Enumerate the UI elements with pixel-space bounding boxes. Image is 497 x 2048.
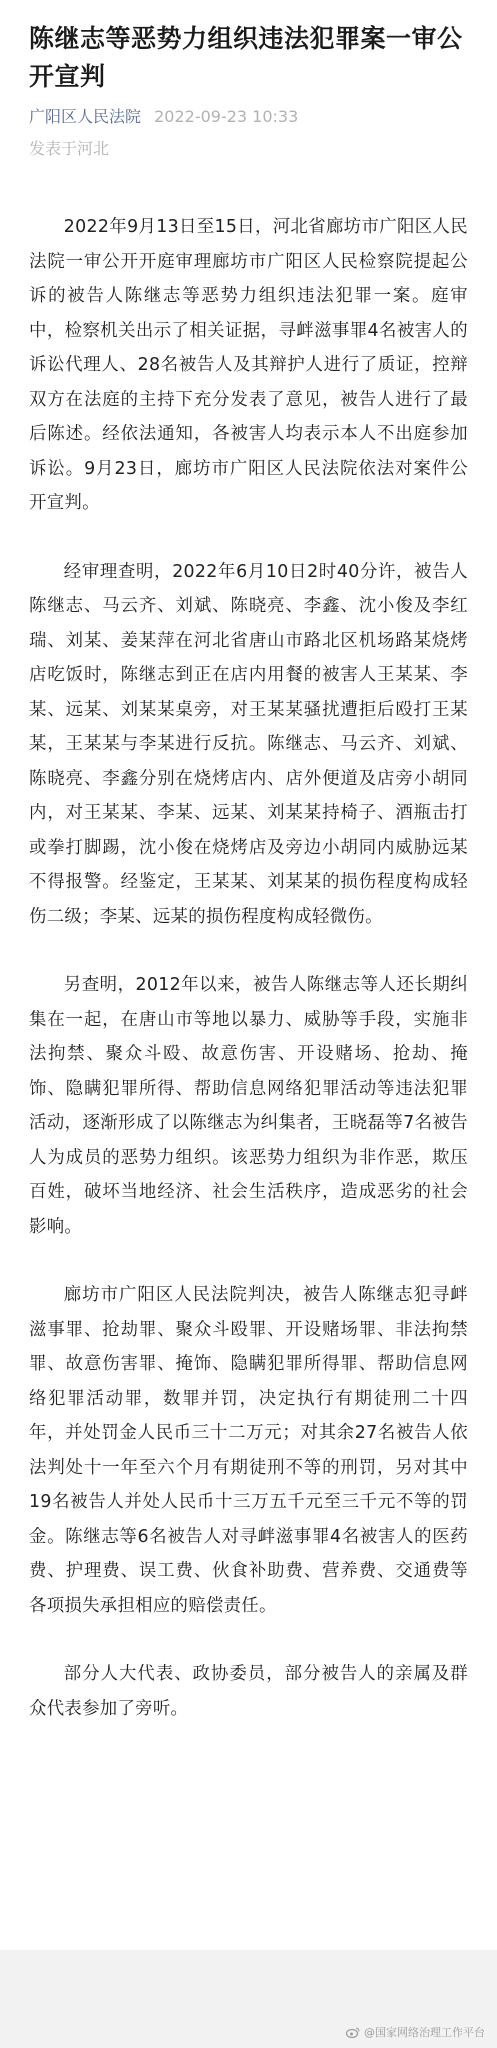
publish-time: 2022-09-23 10:33 [154,107,299,126]
paragraph: 廊坊市广阳区人民法院判决，被告人陈继志犯寻衅滋事罪、抢劫罪、聚众斗殴罪、开设赌场罪、非法拘禁罪、故意伤害罪、掩饰、隐瞒犯罪所得罪、帮助信息网络犯罪活动罪，数罪并罚，决定执行有期徒刑二十四年，并处罚金人民币三十二万元；对其余27名被告人依法判处十一年至六个月有期徒刑不等的刑罚，另对其中19名被告人并处人民币十三万五千元至三千元不等的罚金。陈继志等6名被告人对寻衅滋事罪4名被害人的医药费、护理费、误工费、伙食补助费、营养费、交通费等各项损失承担相应的赔偿责任。 [29,1285,468,1616]
paragraph: 2022年9月13日至15日，河北省廊坊市广阳区人民法院一审公开开庭审理廊坊市广阳区人民检察院提起公诉的被告人陈继志等恶势力组织违法犯罪一案。庭审中，检察机关出示了相关证据，寻衅滋事罪4名被害人的诉讼代理人、28名被告人及其辩护人进行了质证，控辩双方在法庭的主持下充分发表了意见，被告人进行了最后陈述。经依法通知，各被害人均表示本人不出庭参加诉讼。9月23日，廊坊市广阳区人民法院依法对案件公开宣判。 [29,217,468,513]
watermark [346,2024,485,2040]
paragraph: 另查明，2012年以来，被告人陈继志等人还长期纠集在一起，在唐山市等地以暴力、威胁等手段，实施非法拘禁、聚众斗殴、故意伤害、开设赌场、抢劫、掩饰、隐瞒犯罪所得、帮助信息网络犯罪活动等违法犯罪活动，逐渐形成了以陈继志为纠集者，王晓磊等7名被告人为成员的恶势力组织。该恶势力组织为非作恶，欺压百姓，破坏当地经济、社会生活秩序，造成恶劣的社会影响。 [29,975,468,1237]
watermark-text: @国家网络治理工作平台 [364,2026,485,2039]
weibo-icon [346,2027,360,2038]
article-title: 陈继志等恶势力组织违法犯罪案一审公开宣判 [29,24,463,91]
paragraph: 经审理查明，2022年6月10日2时40分许，被告人陈继志、马云齐、刘斌、陈晓亮、李鑫、沈小俊及李红瑞、刘某、姜某萍在河北省唐山市路北区机场路某烧烤店吃饭时，陈继志到正在店内用餐的被害人王某某、李某、远某、刘某某桌旁，对王某某骚扰遭拒后殴打王某某，王某某与李某进行反抗。陈继志、马云齐、刘斌、陈晓亮、李鑫分别在烧烤店内、店外便道及店旁小胡同内，对王某某、李某、远某、刘某某持椅子、酒瓶击打或拳打脚踢，沈小俊在烧烤店及旁边小胡同内威胁远某不得报警。经鉴定，王某某、刘某某的损伤程度构成轻伤二级；李某、远某的损伤程度构成轻微伤。 [29,561,468,927]
footer-bar [0,1950,497,2048]
article-meta [29,104,468,162]
author-link[interactable]: 广阳区人民法院 [29,107,142,126]
article-body [29,210,468,1726]
paragraph: 部分人大代表、政协委员，部分被告人的亲属及群众代表参加了旁听。 [29,1664,468,1719]
publish-location: 发表于河北 [29,139,110,158]
